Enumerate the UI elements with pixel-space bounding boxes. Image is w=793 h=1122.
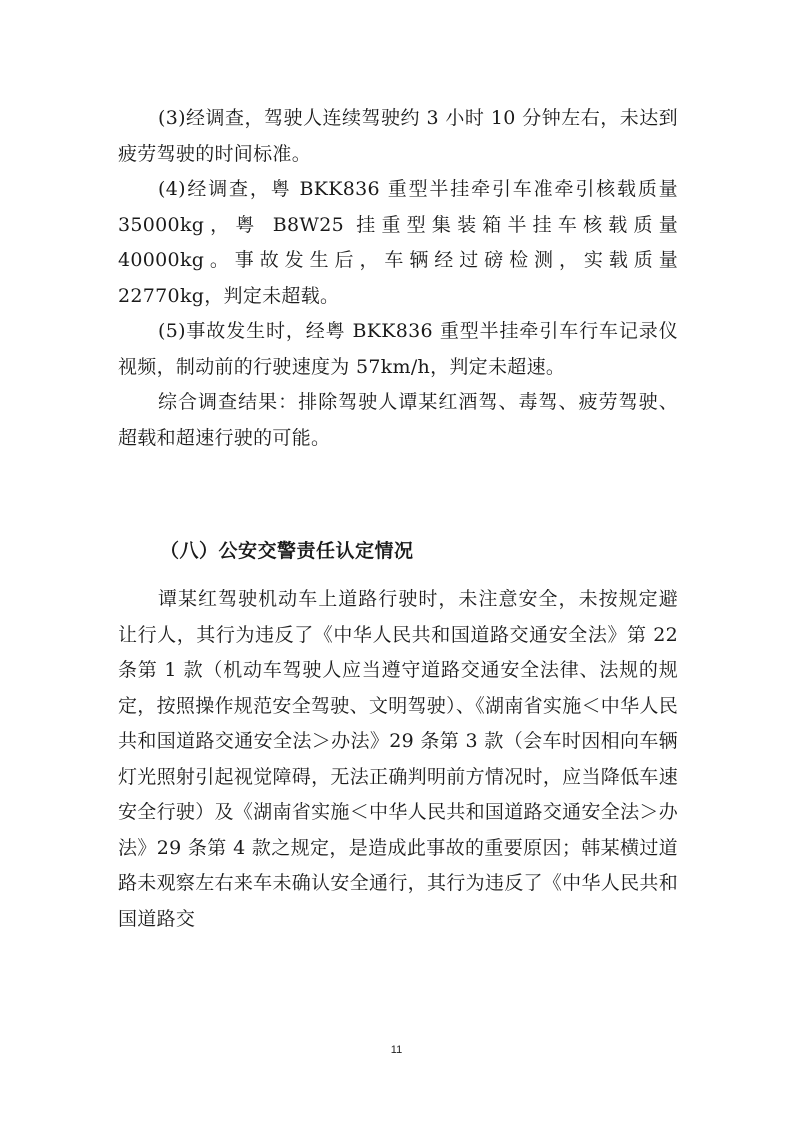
paragraph-load-check: (4)经调查，粤 BKK836 重型半挂牵引车准牵引核载质量 35000kg，粤 B8W25 挂重型集装箱半挂车核载质量 40000kg。事故发生后，车辆经过磅检测，实载质量 22770kg，判定未超载。	[118, 178, 678, 307]
paragraph-speed-check: (5)事故发生时，经粤 BKK836 重型半挂牵引车行车记录仪视频，制动前的行驶速度为 57km/h，判定未超速。	[118, 320, 678, 378]
responsibility-section	[118, 582, 678, 937]
paragraph-fatigue-check: (3)经调查，驾驶人连续驾驶约 3 小时 10 分钟左右，未达到疲劳驾驶的时间标准。	[118, 107, 678, 165]
paragraph-summary: 综合调查结果：排除驾驶人谭某红酒驾、毒驾、疲劳驾驶、超载和超速行驶的可能。	[118, 391, 678, 449]
section-heading: （八）公安交警责任认定情况	[160, 540, 414, 562]
page-number: 11	[390, 1044, 403, 1056]
paragraph-responsibility: 谭某红驾驶机动车上道路行驶时，未注意安全，未按规定避让行人，其行为违反了《中华人民共和国道路交通安全法》第 22 条第 1 款（机动车驾驶人应当遵守道路交通安全法律、法规的规定，按照操作规范安全驾驶、文明驾驶）、《湖南省实施＜中华人民共和国道路交通安全法＞办法》29 条第 3 款（会车时因相向车辆灯光照射引起视觉障碍，无法正确判明前方情况时，应当降低车速安全行驶）及《湖南省实施＜中华人民共和国道路交通安全法＞办法》29 条第 4 款之规定，是造成此事故的重要原因；韩某横过道路未观察左右来车未确认安全通行，其行为违反了《中华人民共和国道路交	[118, 588, 679, 930]
investigation-findings	[118, 101, 678, 456]
